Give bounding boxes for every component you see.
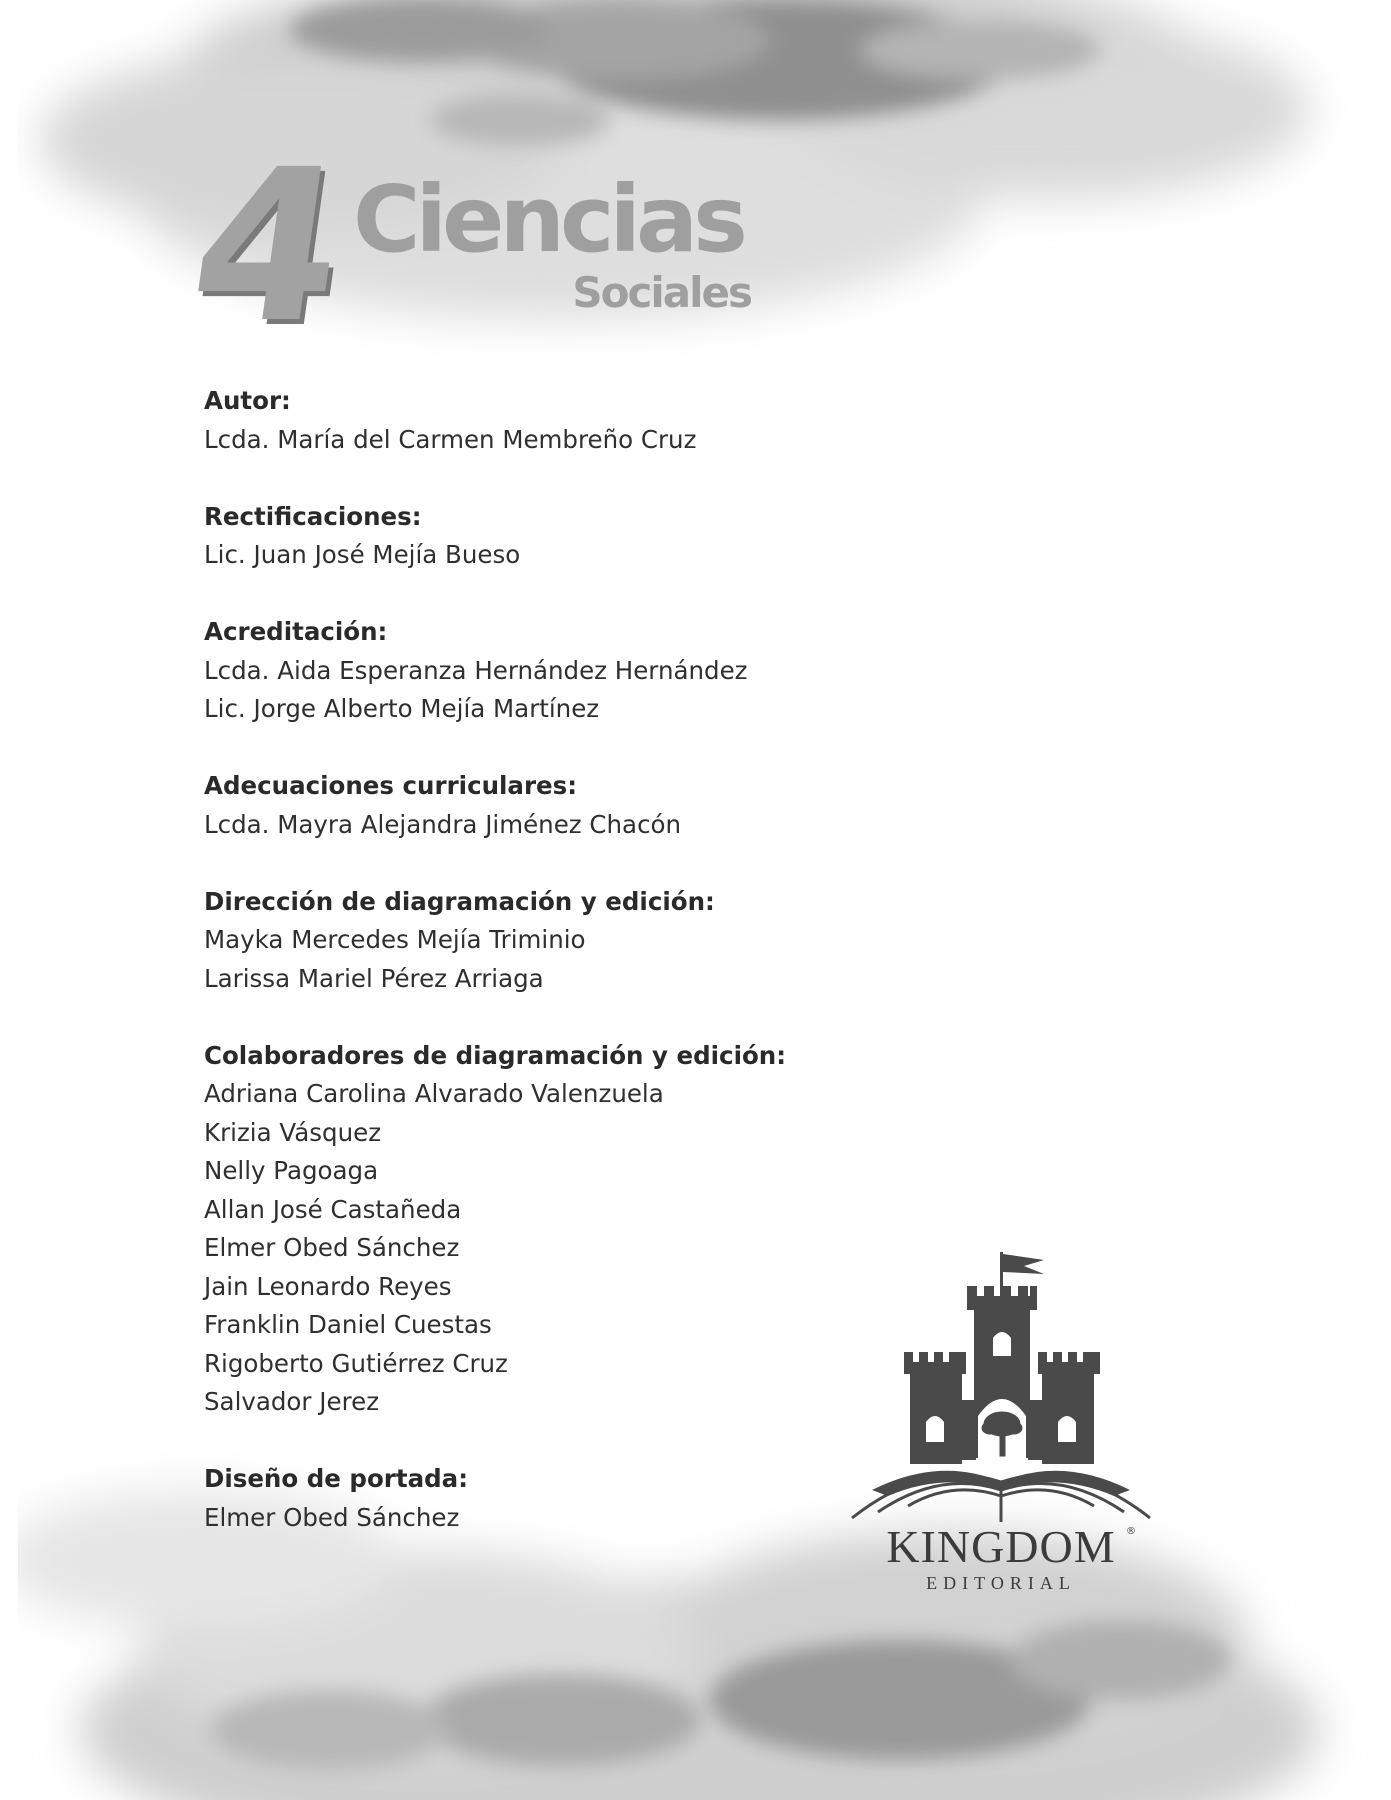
credit-label: Dirección de diagramación y edición: (204, 886, 715, 916)
credit-label: Colaboradores de diagramación y edición: (204, 1040, 787, 1070)
credit-name: Lic. Jorge Alberto Mejía Martínez (204, 694, 600, 723)
title-sub: Sociales (572, 268, 751, 317)
credit-name: Elmer Obed Sánchez (204, 1233, 460, 1262)
credit-section-autor (204, 382, 904, 459)
credit-name: Mayka Mercedes Mejía Triminio (204, 925, 586, 954)
credit-label: Autor: (204, 386, 291, 415)
credit-name: Nelly Pagoaga (204, 1156, 379, 1185)
credit-section-adecuaciones (204, 767, 904, 844)
registered-mark: ® (1126, 1526, 1136, 1537)
credit-section-acreditacion (204, 613, 904, 729)
credit-name: Salvador Jerez (204, 1387, 380, 1416)
kingdom-editorial-logo (848, 1250, 1154, 1594)
credit-name: Jain Leonardo Reyes (204, 1271, 452, 1301)
title-main: Ciencias (353, 166, 743, 273)
credit-name: Lcda. Mayra Alejandra Jiménez Chacón (204, 809, 682, 839)
credit-section-colaboradores (204, 1037, 904, 1422)
page-margin (0, 0, 18, 1800)
credit-name: Elmer Obed Sánchez (204, 1502, 460, 1532)
credits-list (204, 382, 904, 1576)
credit-name: Lcda. María del Carmen Membreño Cruz (204, 424, 697, 454)
credit-name: Krizia Vásquez (204, 1117, 382, 1147)
credit-label: Adecuaciones curriculares: (204, 771, 578, 800)
logo-subtitle: EDITORIAL (926, 1573, 1076, 1593)
credit-name: Adriana Carolina Alvarado Valenzuela (204, 1079, 664, 1108)
credit-label: Acreditación: (204, 617, 388, 646)
credit-name: Allan José Castañeda (204, 1194, 462, 1224)
credit-name: Lcda. Aida Esperanza Hernández Hernández (204, 655, 748, 685)
credit-section-rectificaciones (204, 498, 904, 575)
grade-number: 4 (177, 124, 359, 369)
credit-name: Larissa Mariel Pérez Arriaga (204, 963, 544, 993)
credit-section-diseno-portada (204, 1460, 904, 1537)
book-title (177, 124, 775, 369)
credit-name: Lic. Juan José Mejía Bueso (204, 540, 521, 569)
credit-name: Franklin Daniel Cuestas (204, 1310, 492, 1339)
logo-name: KINGDOM (886, 1521, 1116, 1572)
credit-label: Rectificaciones: (204, 501, 422, 531)
credit-label: Diseño de portada: (204, 1464, 468, 1493)
castle-book-icon (848, 1250, 1154, 1524)
credit-section-direccion (204, 883, 904, 999)
credit-name: Rigoberto Gutiérrez Cruz (204, 1348, 508, 1378)
